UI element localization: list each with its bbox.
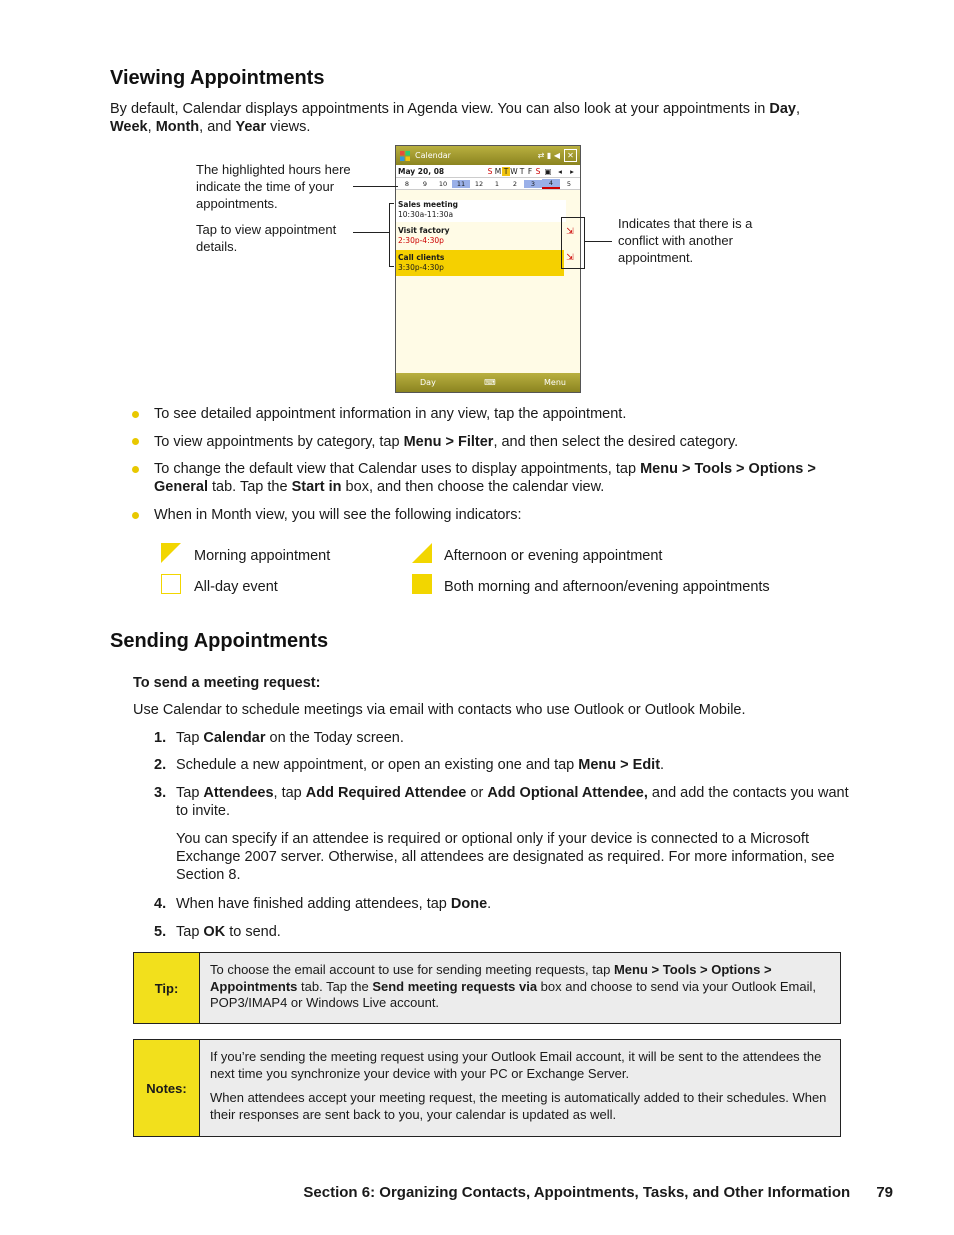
bullet-icon	[132, 411, 139, 418]
phone-hour-row	[396, 178, 580, 190]
close-icon[interactable]: ✕	[564, 149, 577, 162]
allday-indicator-icon	[161, 574, 181, 594]
weekday[interactable]: T	[519, 166, 525, 176]
next-arrow-icon[interactable]: ▸	[570, 166, 574, 176]
phone-date: May 20, 08	[398, 166, 445, 176]
bullet-text: To see detailed appointment information in any view, tap the appointment.	[154, 406, 627, 422]
prev-arrow-icon[interactable]: ◂	[558, 166, 562, 176]
appointment-time: 3:30p-4:30p	[398, 263, 444, 272]
appointment-name: Sales meeting	[398, 200, 459, 209]
indicator-label: Morning appointment	[194, 548, 331, 564]
appointment-name: Call clients	[398, 253, 445, 262]
step-text: Schedule a new appointment, or open an existing one and tap Menu > Edit.	[176, 757, 665, 773]
step-text: Tap Attendees, tap Add Required Attendee or Add Optional Attendee, and add the contacts you want to invite.	[176, 785, 849, 819]
phone-titlebar	[396, 146, 580, 165]
callout-bracket	[389, 203, 390, 267]
notes-box	[133, 1039, 841, 1137]
step-number: 2.	[154, 757, 167, 773]
indicator-label: Both morning and afternoon/evening appointments	[444, 579, 770, 595]
weekday[interactable]: T	[503, 166, 509, 176]
hour-cell[interactable]: 8	[404, 179, 410, 188]
phone-softkey-bar	[396, 373, 580, 392]
hour-cell[interactable]: 1	[494, 179, 500, 188]
weekday[interactable]: S	[535, 166, 541, 176]
step-number: 1.	[154, 730, 167, 746]
conflict-icon: ⇲	[566, 227, 574, 237]
callout-bracket	[389, 203, 394, 204]
step-note: You can specify if an attendee is required or optional only if your device is connected to a Microsoft Exchange 2007 server. Otherwise, all attendees are designated as required. For more information, see Section 8.	[176, 831, 835, 883]
step-text: Tap OK to send.	[176, 924, 281, 940]
bullet-text: When in Month view, you will see the following indicators:	[154, 507, 522, 523]
hour-cell[interactable]: 5	[566, 179, 572, 188]
tip-box	[133, 952, 841, 1024]
appointment-item[interactable]	[396, 250, 564, 276]
morning-indicator-icon	[161, 543, 181, 563]
bullet-icon	[132, 512, 139, 519]
hour-cell-highlighted[interactable]: 4	[542, 179, 560, 189]
bullet-text: To view appointments by category, tap Menu > Filter, and then select the desired category.	[154, 434, 739, 450]
indicator-label: Afternoon or evening appointment	[444, 548, 663, 564]
callout-hours: The highlighted hours here indicate the time of your appointments.	[196, 162, 351, 211]
subheading: To send a meeting request:	[133, 675, 321, 691]
appointment-time: 2:30p-4:30p	[398, 236, 444, 245]
appointment-name: Visit factory	[398, 226, 450, 235]
weekday[interactable]: S	[487, 166, 493, 176]
weekday[interactable]: W	[510, 166, 518, 176]
sending-intro: Use Calendar to schedule meetings via email with contacts who use Outlook or Outlook Mobile.	[133, 702, 746, 718]
callout-line	[353, 232, 390, 233]
keyboard-icon[interactable]: ⌨	[484, 378, 496, 387]
hour-cell[interactable]: 10	[438, 179, 448, 188]
bullet-text: To change the default view that Calendar uses to display appointments, tap Menu > Tools > Options > General tab. Tap the Start in box, and then choose the calendar view.	[154, 461, 816, 495]
callout-line	[353, 186, 398, 187]
callout-tap: Tap to view appointment details.	[196, 222, 337, 254]
tip-label: Tip:	[134, 953, 200, 1023]
section-title-viewing: Viewing Appointments	[110, 67, 325, 89]
indicator-label: All-day event	[194, 579, 278, 595]
appointment-item[interactable]	[396, 226, 566, 248]
callout-bracket	[389, 266, 394, 267]
notes-label: Notes:	[134, 1040, 200, 1136]
step-number: 5.	[154, 924, 167, 940]
windows-logo-icon	[399, 150, 411, 162]
conflict-icon: ⇲	[566, 253, 574, 263]
calendar-today-icon[interactable]: ▣	[544, 166, 552, 176]
afternoon-indicator-icon	[412, 543, 432, 563]
bullet-icon	[132, 466, 139, 473]
bullet-icon	[132, 438, 139, 445]
phone-date-row	[396, 165, 580, 178]
softkey-day[interactable]: Day	[420, 378, 436, 387]
step-number: 3.	[154, 785, 167, 801]
hour-cell-highlighted[interactable]: 11	[452, 180, 470, 188]
step-text: Tap Calendar on the Today screen.	[176, 730, 404, 746]
phone-app-title: Calendar	[415, 151, 451, 160]
appointment-item[interactable]	[396, 200, 566, 222]
callout-conflict: Indicates that there is a conflict with another appointment.	[618, 216, 753, 265]
softkey-menu[interactable]: Menu	[544, 378, 566, 387]
viewing-intro: By default, Calendar displays appointments in Agenda view. You can also look at your appointments in Day, Week, Month, and Year views.	[110, 101, 801, 135]
conflict-highlight-box	[561, 217, 585, 269]
notes-body	[200, 1040, 840, 1136]
page-footer	[0, 1184, 893, 1201]
step-number: 4.	[154, 896, 167, 912]
step-text: When have finished adding attendees, tap Done.	[176, 896, 492, 912]
section-title-sending: Sending Appointments	[110, 630, 329, 652]
weekday[interactable]: F	[527, 166, 533, 176]
page-number: 79	[876, 1184, 893, 1201]
footer-section: Section 6: Organizing Contacts, Appointments, Tasks, and Other Information	[303, 1184, 851, 1201]
hour-cell-highlighted[interactable]: 3	[524, 180, 542, 188]
weekday[interactable]: M	[494, 166, 502, 176]
notes-paragraph: When attendees accept your meeting request, the meeting is automatically added to their schedules. When their responses are sent back to you, your calendar is updated as well.	[210, 1090, 827, 1122]
hour-cell[interactable]: 9	[422, 179, 428, 188]
appointment-time: 10:30a-11:30a	[398, 210, 454, 219]
calendar-screenshot	[395, 145, 581, 393]
notes-paragraph: If you’re sending the meeting request using your Outlook Email account, it will be sent to the attendees the next time you synchronize your device with your PC or Exchange Server.	[210, 1049, 822, 1081]
hour-cell[interactable]: 2	[512, 179, 518, 188]
both-indicator-icon	[412, 574, 432, 594]
status-icons: ⇄ ▮ ◀	[537, 151, 560, 160]
hour-cell[interactable]: 12	[474, 179, 484, 188]
tip-text: To choose the email account to use for sending meeting requests, tap Menu > Tools > Options > Appointments tab. Tap the Send meeting requests via box and choose to send via your Outlook Email, POP3/IMAP4 or Windows Live account.	[210, 962, 816, 1010]
callout-line	[584, 241, 612, 242]
